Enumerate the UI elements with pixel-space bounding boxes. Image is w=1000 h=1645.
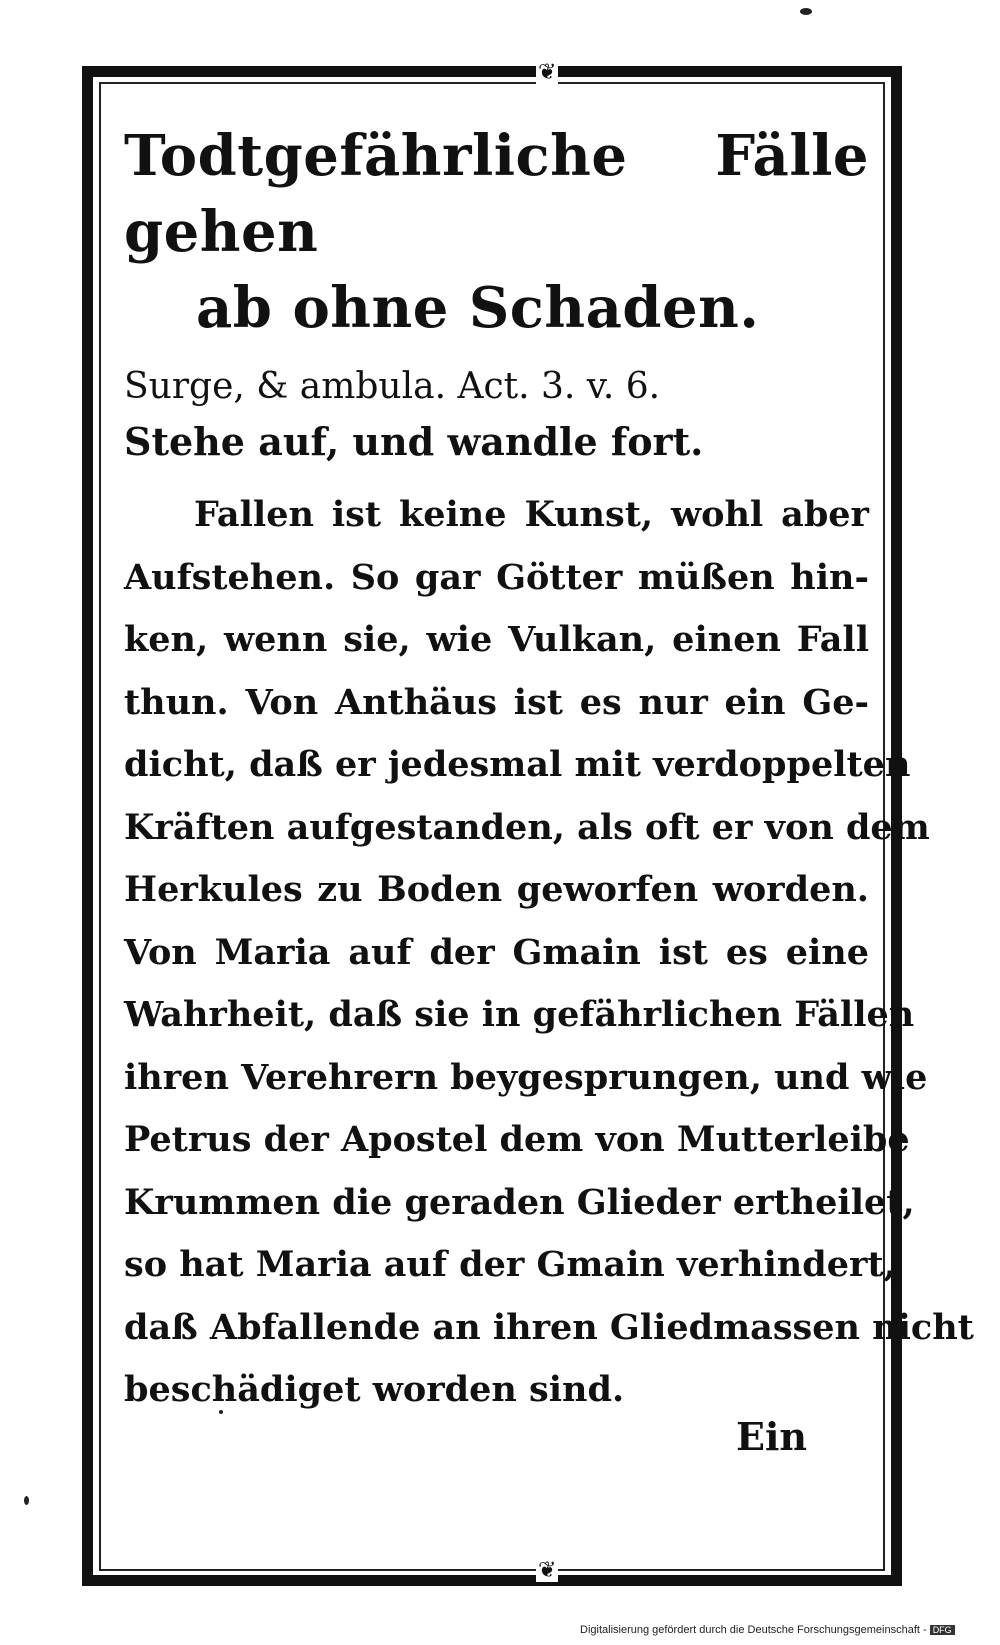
body-line: so hat Maria auf der Gmain verhindert, (124, 1244, 896, 1285)
body-line: Krummen die geraden Glieder ertheilet, (124, 1181, 915, 1223)
body-line: ihren Verehrern beygesprungen, und wie (124, 1056, 928, 1098)
body-line: Kräften aufgestanden, als oft er von dem (124, 806, 930, 848)
digitization-credit (580, 1624, 955, 1636)
title-line-1: Todtgefährliche Fälle gehen (124, 123, 869, 265)
bottom-ornament-icon: ❦ (538, 1558, 557, 1583)
body-line: beschädiget worden sind. (124, 1369, 625, 1410)
body-line: Von Maria auf der Gmain ist es eine (124, 931, 869, 973)
body-line: Aufstehen. So gar Götter müßen hin- (124, 556, 869, 598)
dfg-logo: DFG (930, 1625, 955, 1635)
body-line: Wahrheit, daß sie in gefährlichen Fällen (124, 994, 915, 1035)
body-line: Herkules zu Boden geworfen worden. (124, 869, 869, 910)
title-line-2: ab ohne Schaden. (196, 275, 760, 341)
latin-scripture-quote: Surge, & ambula. Act. 3. v. 6. (124, 366, 661, 407)
german-scripture-quote: Stehe auf, und wandle fort. (124, 419, 704, 464)
body-line: thun. Von Anthäus ist es nur ein Ge- (124, 681, 869, 723)
body-line: Fallen ist keine Kunst, wohl aber (194, 494, 869, 535)
body-line: daß Abfallende an ihren Gliedmassen nicht (124, 1306, 974, 1348)
body-paragraph (124, 484, 974, 1422)
ink-speck (24, 1496, 29, 1505)
top-ornament-icon: ❦ (538, 60, 557, 85)
ink-speck (219, 1410, 223, 1414)
body-line: ken, wenn sie, wie Vulkan, einen Fall (124, 619, 869, 660)
body-line: Petrus der Apostel dem von Mutterleibe (124, 1119, 910, 1160)
ink-speck (800, 8, 812, 15)
chapter-title (124, 118, 869, 346)
page-content (124, 118, 974, 1422)
catchword: Ein (736, 1414, 808, 1459)
credit-text: Digitalisierung gefördert durch die Deutsche Forschungsgemeinschaft - (580, 1624, 927, 1636)
body-line: dicht, daß er jedesmal mit verdoppelten (124, 744, 911, 785)
